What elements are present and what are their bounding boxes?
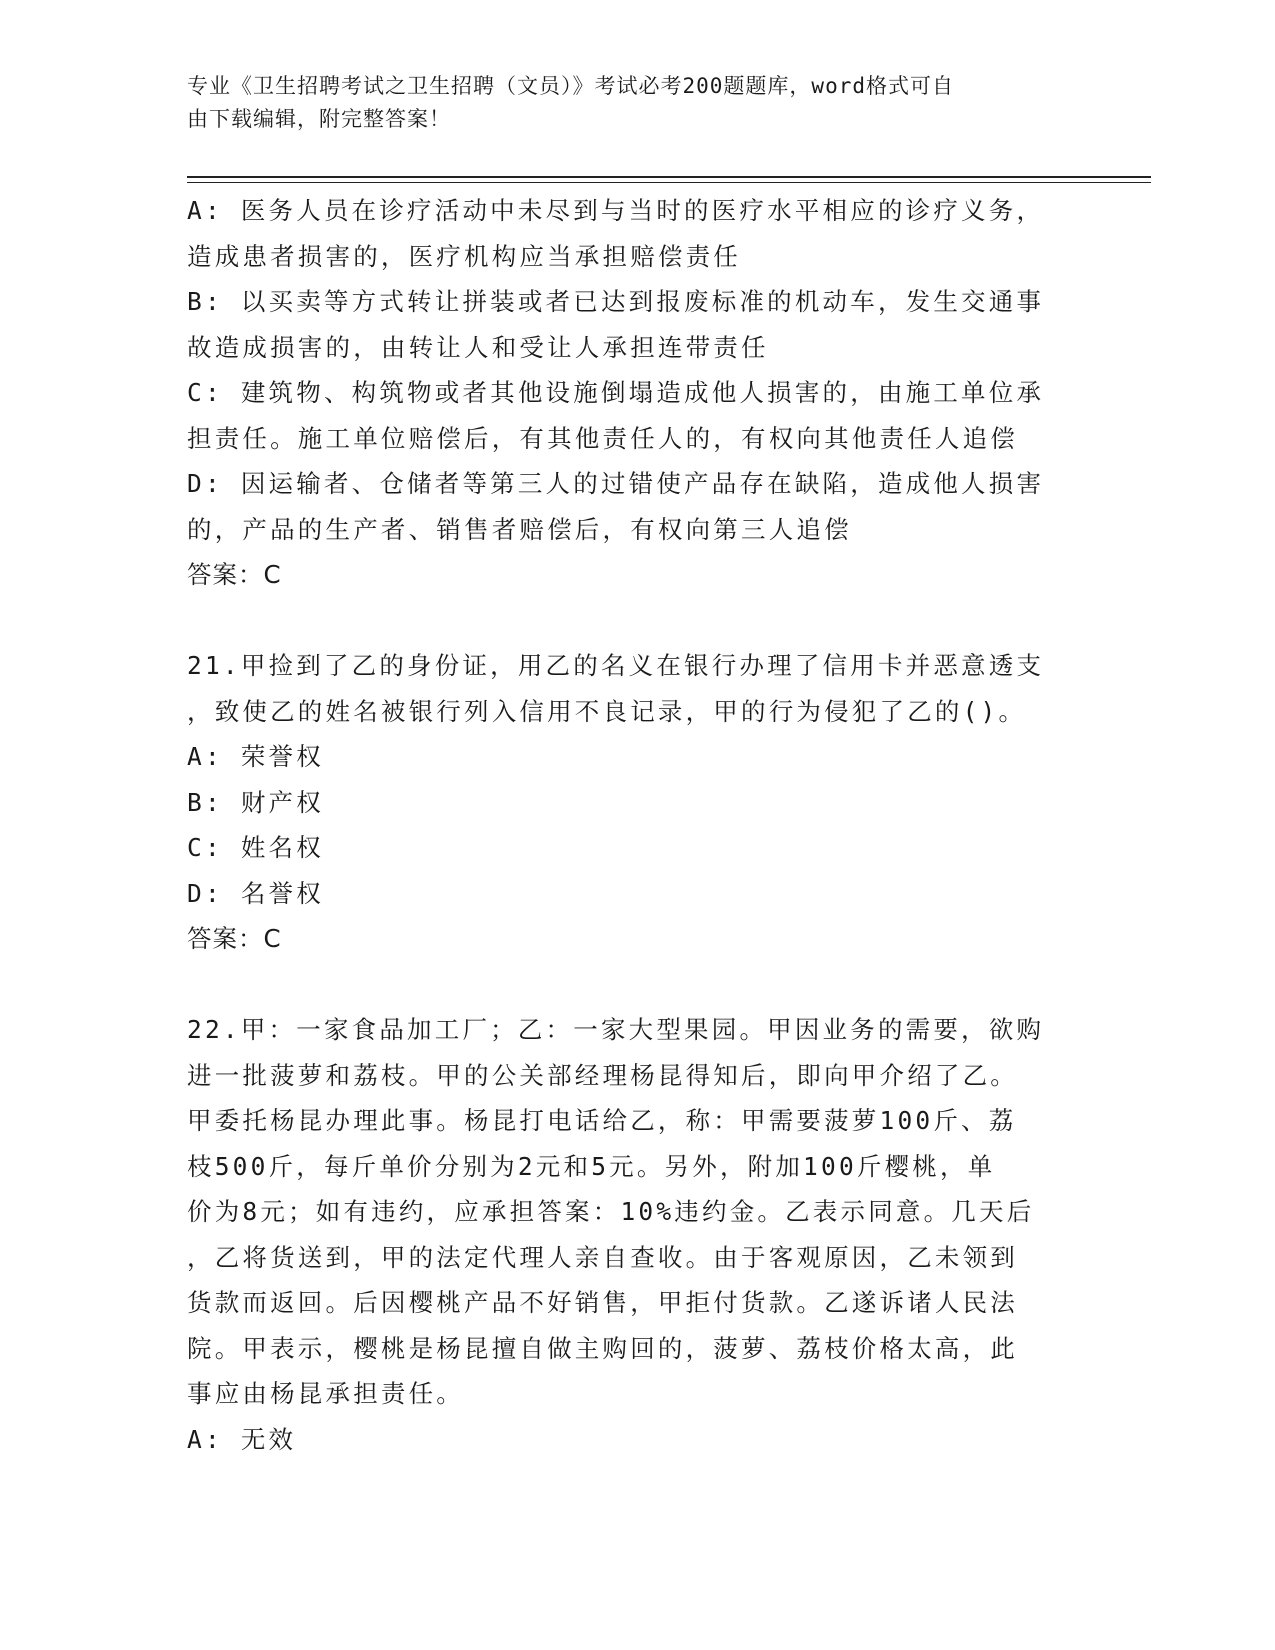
question-stem-line: 货款而返回。后因樱桃产品不好销售，甲拒付货款。乙遂诉诸人民法 bbox=[187, 1288, 1018, 1317]
question-content bbox=[187, 188, 1087, 1462]
option-text-line: A: 医务人员在诊疗活动中未尽到与当时的医疗水平相应的诊疗义务， bbox=[187, 196, 1045, 225]
answer-line: 答案：C bbox=[187, 924, 282, 953]
question-stem-line: 21.甲捡到了乙的身份证，用乙的名义在银行办理了信用卡并恶意透支 bbox=[187, 651, 1045, 680]
question-stem-line: ，致使乙的姓名被银行列入信用不良记录，甲的行为侵犯了乙的()。 bbox=[187, 696, 1027, 726]
question-21 bbox=[187, 643, 1087, 962]
question-stem-line: ，乙将货送到，甲的法定代理人亲自查收。由于客观原因，乙未领到 bbox=[187, 1242, 1018, 1272]
option-c: C: 姓名权 bbox=[187, 833, 324, 862]
answer-line: 答案：C bbox=[187, 560, 282, 589]
option-text-line: 造成患者损害的，医疗机构应当承担赔偿责任 bbox=[187, 241, 741, 271]
option-b bbox=[187, 279, 1087, 370]
option-text-line: C: 建筑物、构筑物或者其他设施倒塌造成他人损害的，由施工单位承 bbox=[187, 378, 1045, 407]
header-title-line-1: 专业《卫生招聘考试之卫生招聘（文员）》考试必考200题题库，word格式可自 bbox=[187, 74, 954, 98]
question-stem-line: 价为8元；如有违约，应承担答案：10%违约金。乙表示同意。几天后 bbox=[187, 1197, 1035, 1226]
option-text-line: 故造成损害的，由转让人和受让人承担连带责任 bbox=[187, 332, 769, 362]
question-stem-line: 22.甲：一家食品加工厂；乙：一家大型果园。甲因业务的需要，欲购 bbox=[187, 1015, 1045, 1044]
document-header bbox=[187, 70, 1087, 136]
option-d: D: 名誉权 bbox=[187, 878, 324, 908]
question-22 bbox=[187, 1007, 1087, 1462]
question-20 bbox=[187, 188, 1087, 598]
question-stem-line: 院。甲表示，樱桃是杨昆擅自做主购回的，菠萝、荔枝价格太高，此 bbox=[187, 1333, 1018, 1363]
header-divider-thick bbox=[187, 176, 1151, 178]
option-text-line: 的，产品的生产者、销售者赔偿后，有权向第三人追偿 bbox=[187, 514, 852, 544]
question-spacer bbox=[187, 598, 1087, 644]
option-a: A: 荣誉权 bbox=[187, 742, 324, 771]
header-divider-thin bbox=[187, 182, 1151, 183]
option-text-line: B: 以买卖等方式转让拼装或者已达到报废标准的机动车，发生交通事 bbox=[187, 287, 1045, 316]
question-stem-line: 事应由杨昆承担责任。 bbox=[187, 1379, 464, 1408]
option-d bbox=[187, 461, 1087, 552]
question-stem-line: 进一批菠萝和荔枝。甲的公关部经理杨昆得知后，即向甲介绍了乙。 bbox=[187, 1060, 1018, 1090]
option-a: A: 无效 bbox=[187, 1424, 297, 1454]
question-stem-line: 甲委托杨昆办理此事。杨昆打电话给乙，称：甲需要菠萝100斤、荔 bbox=[187, 1106, 1017, 1135]
question-stem-line: 枝500斤，每斤单价分别为2元和5元。另外，附加100斤樱桃，单 bbox=[187, 1151, 996, 1181]
option-text-line: 担责任。施工单位赔偿后，有其他责任人的，有权向其他责任人追偿 bbox=[187, 423, 1018, 453]
question-spacer bbox=[187, 962, 1087, 1008]
option-text-line: D: 因运输者、仓储者等第三人的过错使产品存在缺陷，造成他人损害 bbox=[187, 469, 1045, 498]
option-c bbox=[187, 370, 1087, 461]
option-a bbox=[187, 188, 1087, 279]
option-b: B: 财产权 bbox=[187, 787, 324, 817]
header-title-line-2: 由下载编辑，附完整答案！ bbox=[187, 107, 451, 131]
